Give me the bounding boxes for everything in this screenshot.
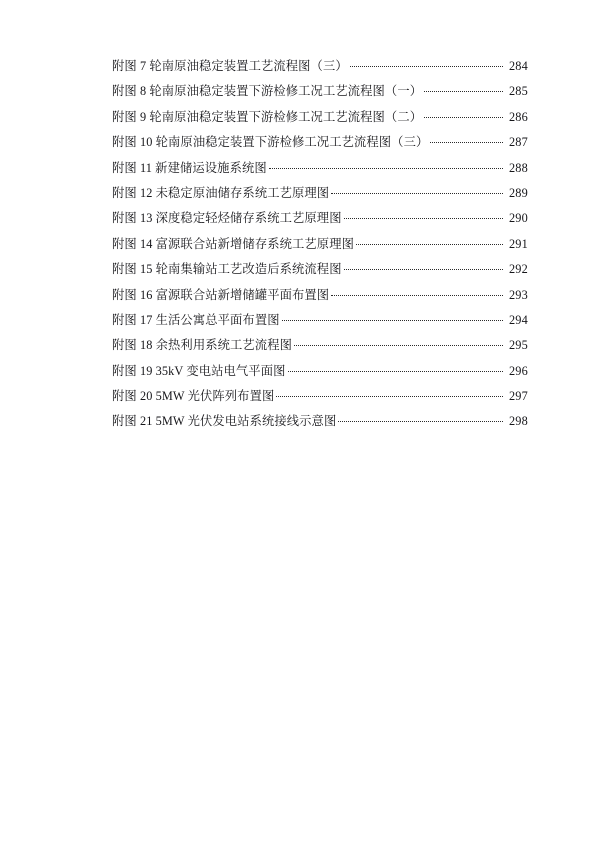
toc-entry[interactable] (112, 287, 528, 312)
toc-dot-leader (331, 287, 503, 299)
toc-dot-leader (344, 210, 503, 222)
toc-dot-leader (344, 261, 503, 273)
toc-entry-page-number: 290 (508, 211, 528, 226)
toc-dot-leader (288, 363, 504, 375)
toc-dot-leader (424, 109, 503, 121)
toc-dot-leader (356, 236, 503, 248)
toc-entry-page-number: 297 (508, 389, 528, 404)
toc-entry-title: 附图 15 轮南集输站工艺改造后系统流程图 (112, 262, 342, 277)
toc-entry[interactable] (112, 363, 528, 388)
toc-entry-page-number: 289 (508, 185, 528, 200)
toc-entry[interactable] (112, 312, 528, 337)
toc-dot-leader (282, 312, 503, 324)
toc-dot-leader (430, 134, 503, 146)
toc-dot-leader (276, 388, 503, 400)
toc-entry-page-number: 292 (508, 262, 528, 277)
toc-entry[interactable] (112, 413, 528, 438)
toc-dot-leader (269, 160, 503, 172)
toc-entry-title: 附图 18 余热利用系统工艺流程图 (112, 338, 293, 353)
toc-entry[interactable] (112, 109, 528, 134)
toc-entry-title: 附图 14 富源联合站新增储存系统工艺原理图 (112, 236, 354, 251)
toc-entry-title: 附图 17 生活公寓总平面布置图 (112, 312, 280, 327)
toc-dot-leader (424, 83, 503, 95)
toc-entry-page-number: 294 (508, 312, 528, 327)
toc-entry-title: 附图 21 5MW 光伏发电站系统接线示意图 (112, 414, 337, 429)
toc-entry-title: 附图 20 5MW 光伏阵列布置图 (112, 389, 275, 404)
toc-entry[interactable] (112, 185, 528, 210)
toc-entry-title: 附图 11 新建储运设施系统图 (112, 160, 267, 175)
toc-entry-title: 附图 12 未稳定原油储存系统工艺原理图 (112, 185, 330, 200)
toc-entry[interactable] (112, 236, 528, 261)
toc-entry-page-number: 291 (508, 236, 528, 251)
toc-entry-page-number: 296 (508, 363, 528, 378)
toc-entry[interactable] (112, 210, 528, 235)
toc-entry-title: 附图 13 深度稳定轻烃储存系统工艺原理图 (112, 211, 342, 226)
toc-entry-title: 附图 16 富源联合站新增储罐平面布置图 (112, 287, 330, 302)
toc-entry[interactable] (112, 58, 528, 83)
toc-entry-page-number: 288 (508, 160, 528, 175)
toc-entry-page-number: 286 (508, 109, 528, 124)
toc-entry-title: 附图 9 轮南原油稳定装置下游检修工况工艺流程图（二） (112, 109, 423, 124)
toc-entry[interactable] (112, 134, 528, 159)
toc-entry-title: 附图 19 35kV 变电站电气平面图 (112, 363, 286, 378)
toc-entry[interactable] (112, 261, 528, 286)
toc-dot-leader (294, 337, 503, 349)
toc-entry[interactable] (112, 83, 528, 108)
toc-dot-leader (338, 413, 503, 425)
toc-entry-title: 附图 7 轮南原油稳定装置工艺流程图（三） (112, 59, 348, 73)
toc-entry-page-number: 293 (508, 287, 528, 302)
toc-entry-page-number: 285 (508, 84, 528, 99)
toc-entry[interactable] (112, 160, 528, 185)
toc-entry-page-number: 284 (508, 59, 528, 73)
toc-entry[interactable] (112, 337, 528, 362)
toc-dot-leader (331, 185, 503, 197)
toc-entry-page-number: 295 (508, 338, 528, 353)
table-of-contents (112, 58, 528, 439)
toc-dot-leader (350, 58, 503, 70)
toc-entry-page-number: 298 (508, 414, 528, 429)
toc-entry-title: 附图 10 轮南原油稳定装置下游检修工况工艺流程图（三） (112, 135, 429, 150)
toc-entry-title: 附图 8 轮南原油稳定装置下游检修工况工艺流程图（一） (112, 84, 423, 99)
toc-entry-page-number: 287 (508, 135, 528, 150)
toc-entry[interactable] (112, 388, 528, 413)
